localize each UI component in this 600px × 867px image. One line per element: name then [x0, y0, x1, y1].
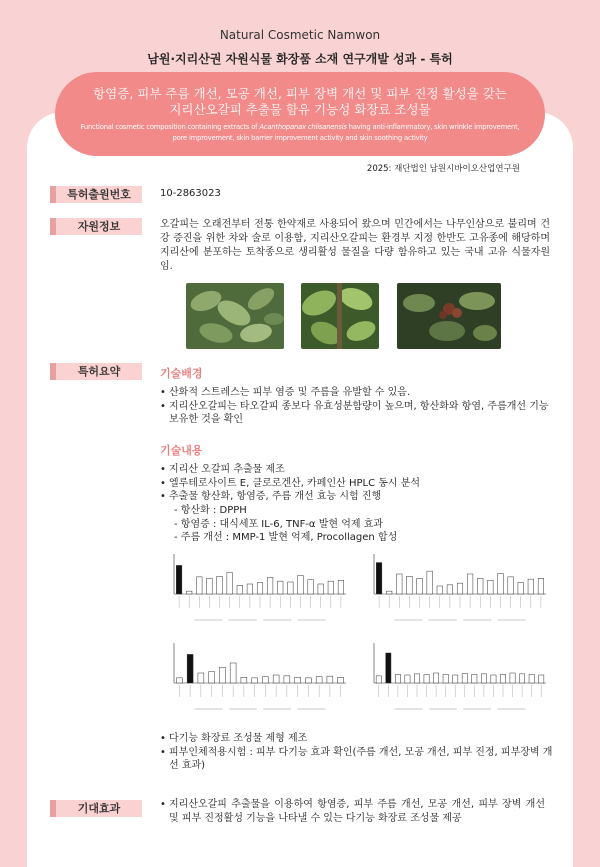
bar	[186, 591, 192, 594]
list-item: • 추출물 항산화, 항염증, 주름 개선 효능 시험 진행	[160, 490, 560, 504]
hero-en-pre: Functional cosmetic composition containing extracts of	[80, 123, 260, 131]
background-heading: 기술배경	[160, 367, 203, 380]
list-item: - 주름 개선 : MMP-1 발현 억제, Procollagen 합성	[174, 532, 398, 543]
bar	[498, 573, 504, 594]
bar	[397, 574, 403, 594]
formulation-list	[160, 732, 560, 773]
bar	[277, 581, 283, 594]
hero-english-title	[73, 122, 527, 144]
effect-list	[160, 798, 545, 825]
bar	[424, 674, 429, 683]
list-item: • 피부인체적용시험 : 피부 다기능 효과 확인(주름 개선, 모공 개선, 피부 진정, 피부장벽 개선 효과)	[160, 746, 560, 773]
bar	[257, 583, 263, 594]
bar	[488, 580, 494, 594]
bar	[457, 583, 463, 594]
bar	[453, 675, 458, 683]
bar	[207, 578, 213, 594]
bar	[197, 577, 203, 594]
bar	[443, 674, 448, 683]
bar	[227, 573, 233, 594]
bar	[405, 675, 410, 683]
bar	[395, 674, 400, 683]
bar	[237, 585, 243, 594]
tech-sublist	[174, 504, 397, 545]
bar	[318, 584, 324, 594]
bar	[338, 677, 344, 683]
bar	[247, 584, 253, 594]
list-item: - 항산화 : DPPH	[174, 505, 247, 516]
bar	[500, 674, 505, 683]
background-list	[160, 386, 560, 427]
hero-title-line2: 지리산오갈피 추출물 함유 기능성 화장료 조성물	[169, 102, 431, 117]
bar	[295, 677, 301, 683]
bar	[376, 676, 381, 683]
hero-title-line1: 항염증, 피부 주름 개선, 모공 개선, 피부 장벽 개선 및 피부 진정 활성을 갖는	[93, 86, 507, 101]
bar	[187, 654, 193, 683]
bar	[209, 672, 215, 683]
header-title: Natural Cosmetic Namwon	[219, 28, 381, 42]
bar	[262, 677, 268, 683]
bar	[529, 674, 534, 683]
bar	[433, 673, 438, 683]
bar	[518, 583, 524, 594]
organization: 2025: 재단법인 남원시바이오산업연구원	[366, 164, 520, 174]
chart-bottom-right	[374, 643, 546, 709]
plant-photo-leaves	[186, 283, 284, 349]
bar	[267, 577, 273, 594]
bar	[539, 675, 544, 683]
header-subtitle: 남원·지리산권 자원식물 화장품 소재 연구개발 성과 - 특허	[147, 52, 453, 66]
bar	[386, 653, 391, 683]
bar	[407, 576, 413, 594]
bar	[508, 577, 514, 594]
bar	[298, 575, 304, 594]
bar	[273, 675, 279, 683]
effect-text: • 지리산오갈피 추출물을 이용하여 항염증, 피부 주름 개선, 모공 개선, 피부 장벽 개선 및 피부 진정활성 기능을 나타낼 수 있는 다기능 화장료 조성물 제공	[160, 798, 545, 825]
bar	[327, 676, 333, 683]
hero-en-species: Acanthopanax chiisanensis	[259, 123, 347, 131]
bar	[241, 677, 247, 683]
bar	[219, 667, 225, 683]
list-item: • 엘루테로사이트 E, 클로로겐산, 카페인산 HPLC 동시 분석	[160, 477, 560, 491]
resource-text: 오갈피는 오래전부터 전통 한약재로 사용되어 왔으며 민간에서는 나무인삼으로 불리며 건강 증진을 위한 차와 술로 이용함, 지리산오갈피는 환경부 지정 한반도 고유종에 해당하며 지리산에 분포하는 토착종으로 생리활성 물질을 다량 함유하고 있는 국내 고유 식물자원임.	[160, 219, 550, 272]
bar	[198, 673, 204, 683]
list-item: • 지리산 오갈피 추출물 제조	[160, 463, 560, 477]
bar	[288, 582, 294, 594]
chart-top-left	[174, 554, 346, 620]
list-item: • 지리산오갈피는 타오갈피 종보다 유효성분함량이 높으며, 항산화와 항염, 주름개선 기능 보유한 것을 확인	[160, 400, 560, 427]
bar	[481, 674, 486, 683]
list-item: • 산화적 스트레스는 피부 염증 및 주름을 유발할 수 있음.	[160, 386, 560, 400]
bar	[462, 674, 467, 683]
list-item: • 다기능 화장료 조성물 제형 제조	[160, 732, 560, 746]
bar	[386, 591, 392, 594]
bar	[176, 565, 182, 594]
bar	[538, 578, 544, 594]
bar	[467, 574, 473, 594]
chart-bottom-left	[174, 643, 346, 709]
tech-list	[160, 463, 560, 504]
bar	[427, 571, 433, 594]
bar	[308, 580, 314, 594]
effect-label: 기대효과	[50, 800, 142, 817]
bar	[376, 563, 382, 594]
patent-number: 10-2863023	[160, 188, 221, 199]
list-item: - 항염증 : 대식세포 IL-6, TNF-α 발현 억제 효과	[174, 518, 384, 530]
bar	[472, 674, 477, 683]
resource-label: 자원정보	[50, 218, 142, 235]
bar	[338, 580, 344, 594]
bar	[510, 673, 515, 683]
hero-banner	[55, 72, 545, 156]
hero-en-post: having anti-inflammatory, skin wrinkle improvement, pore improvement, skin barrier improvement activity and skin soothing activity	[172, 123, 520, 142]
bar	[477, 578, 483, 594]
bar	[305, 678, 311, 683]
plant-photo-stem	[301, 283, 379, 349]
bar	[447, 585, 453, 594]
tech-heading: 기술내용	[160, 444, 203, 457]
bar	[316, 677, 322, 683]
bar	[328, 581, 334, 594]
bar	[417, 578, 423, 594]
bar	[414, 674, 419, 683]
bar	[176, 678, 182, 683]
bar	[519, 674, 524, 683]
bar	[491, 675, 496, 683]
efficacy-charts	[160, 548, 560, 726]
bar	[437, 586, 443, 594]
bar	[528, 579, 534, 594]
bar	[230, 663, 236, 683]
bar	[252, 678, 258, 683]
chart-top-right	[374, 554, 546, 620]
patent-label: 특허출원번호	[50, 186, 142, 203]
bar	[217, 576, 223, 594]
plant-photo-fruit	[397, 283, 501, 349]
summary-label: 특허요약	[50, 363, 142, 380]
bar	[284, 676, 290, 683]
